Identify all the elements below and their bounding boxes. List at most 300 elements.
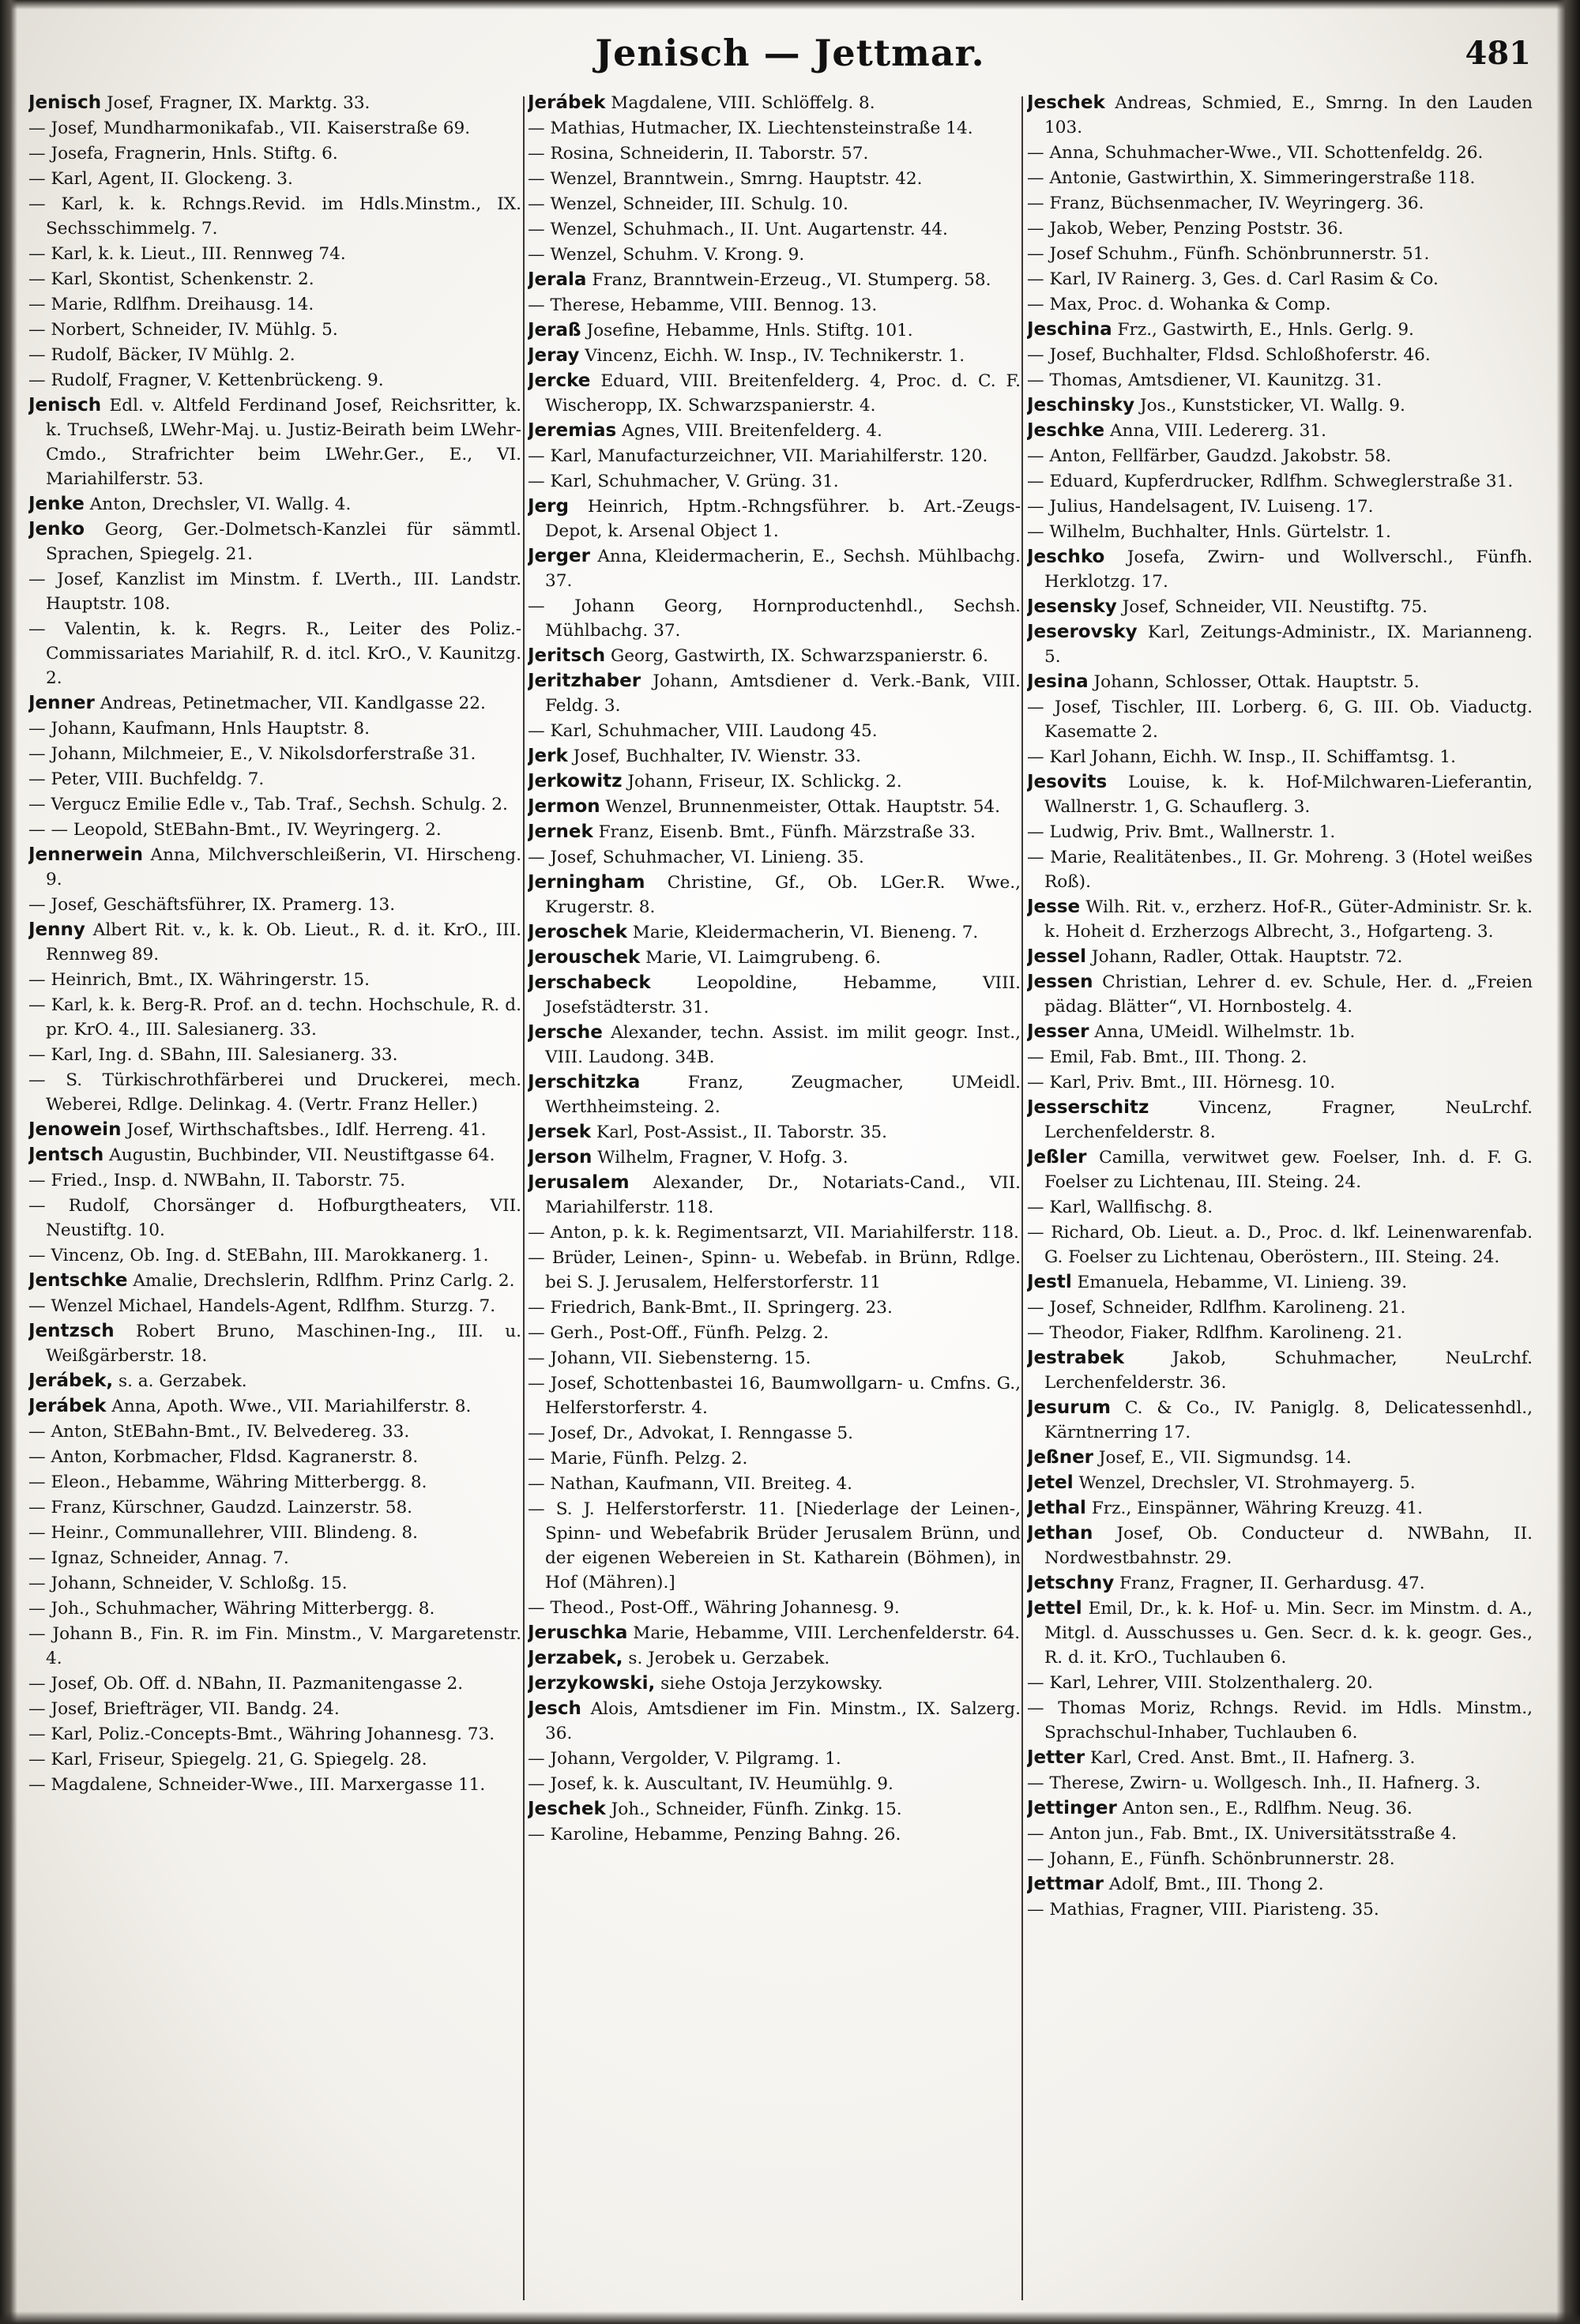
entry-details: — Anton, Korbmacher, Fldsd. Kagranerstr. 8. <box>28 1447 419 1467</box>
entry-details: Karl, Cred. Anst. Bmt., II. Hafnerg. 3. <box>1089 1748 1416 1768</box>
directory-entry <box>28 968 521 992</box>
entry-details: — Emil, Fab. Bmt., III. Thong. 2. <box>1027 1047 1307 1067</box>
entry-details: Wenzel, Drechsler, VI. Strohmayerg. 5. <box>1078 1473 1416 1493</box>
entry-surname: Jeschina <box>1027 319 1112 340</box>
directory-entry <box>28 742 521 766</box>
scan-edge-bottom <box>0 2311 1580 2324</box>
directory-entry <box>528 1697 1021 1746</box>
directory-entry <box>528 192 1021 216</box>
directory-entry <box>28 1369 521 1393</box>
entry-details: Josef, Wirthschaftsbes., Idlf. Herreng. 41. <box>126 1120 487 1140</box>
entry-details: Andreas, Schmied, E., Smrng. In den Lauden 103. <box>1044 93 1533 137</box>
entry-surname: Jentzsch <box>28 1321 115 1341</box>
entry-details: — Karl, IV Rainerg. 3, Ges. d. Carl Rasim & Co. <box>1027 269 1439 289</box>
entry-details: — Rudolf, Bäcker, IV Mühlg. 2. <box>28 345 295 365</box>
entry-surname: Jeschko <box>1027 547 1105 567</box>
directory-entry <box>528 1646 1021 1671</box>
entry-surname: Jenowein <box>28 1119 122 1140</box>
directory-entry <box>1027 242 1533 266</box>
directory-entry <box>528 719 1021 743</box>
entry-details: — Eduard, Kupferdrucker, Rdlfhm. Schweglerstraße 31. <box>1027 472 1514 491</box>
entry-details: — Johann, Milchmeier, E., V. Nikolsdorferstraße 31. <box>28 744 476 764</box>
directory-entry <box>28 716 521 741</box>
entry-details: Johann, Radler, Ottak. Hauptstr. 72. <box>1091 947 1403 967</box>
directory-entry <box>1027 393 1533 418</box>
entry-details: Leopoldine, Hebamme, VIII. Josefstädterstr. 31. <box>545 973 1021 1017</box>
directory-entry <box>1027 1020 1533 1044</box>
entry-surname: Jerg <box>528 496 569 517</box>
entry-details: — S. J. Helferstorferstr. 11. [Niederlage der Leinen-, Spinn- und Webefabrik Brüder Jerusalem Brünn, und der eigenen Webereien in St. Katharein (Böhmen), in Hof (Mähren).] <box>528 1499 1021 1593</box>
directory-column-3 <box>1027 91 1533 2311</box>
entry-surname: Jesurum <box>1027 1397 1111 1418</box>
directory-entry <box>28 393 521 491</box>
directory-entry <box>28 918 521 967</box>
entry-surname: Jeritzhaber <box>528 671 641 691</box>
entry-details: — Josef, Buchhalter, Fldsd. Schloßhoferstr. 46. <box>1027 345 1431 365</box>
entry-details: — Wenzel, Schuhm. V. Krong. 9. <box>528 245 805 265</box>
directory-entry <box>1027 895 1533 944</box>
entry-surname: Jerouschek <box>528 947 641 968</box>
entry-surname: Jeruschka <box>528 1623 628 1643</box>
entry-details: — Karl, Poliz.-Concepts-Bmt., Währing Johannesg. 73. <box>28 1724 495 1744</box>
entry-details: — Josef, Tischler, III. Lorberg. 6, G. III. Ob. Viaductg. Kasematte 2. <box>1027 698 1533 742</box>
directory-entry <box>528 845 1021 870</box>
entry-details: Christian, Lehrer d. ev. Schule, Her. d. „Freien pädag. Blätter“, VI. Hornbostelg. 4. <box>1044 972 1533 1017</box>
entry-details: — Karl, Friseur, Spiegelg. 21, G. Spiegelg. 28. <box>28 1750 427 1769</box>
directory-entry <box>528 116 1021 141</box>
entry-details: Wilhelm, Fragner, V. Hofg. 3. <box>597 1148 848 1168</box>
entry-surname: Jetter <box>1027 1747 1085 1768</box>
entry-details: — Peter, VIII. Buchfeldg. 7. <box>28 769 265 789</box>
entry-surname: Jesse <box>1027 897 1081 917</box>
entry-details: — Wenzel, Schneider, III. Schulg. 10. <box>528 194 848 214</box>
directory-entry <box>1027 845 1533 894</box>
directory-entry <box>1027 1771 1533 1796</box>
entry-details: — Marie, Fünfh. Pelzg. 2. <box>528 1449 748 1468</box>
directory-entry <box>28 818 521 842</box>
directory-entry <box>28 691 521 716</box>
directory-entry <box>528 795 1021 819</box>
entry-details: — Johann, Kaufmann, Hnls Hauptstr. 8. <box>28 719 370 739</box>
entry-surname: Jestl <box>1027 1272 1072 1292</box>
directory-entry <box>1027 595 1533 619</box>
entry-details: — Josef, Mundharmonikafab., VII. Kaiserstraße 69. <box>28 118 471 138</box>
entry-details: — Josef, Schuhmacher, VI. Linieng. 35. <box>528 848 864 867</box>
entry-surname: Jesser <box>1027 1021 1089 1042</box>
directory-entry <box>1027 1471 1533 1495</box>
directory-entry <box>1027 1571 1533 1596</box>
directory-entry <box>528 1446 1021 1471</box>
entry-details: — Karl, Manufacturzeichner, VII. Mariahilferstr. 120. <box>528 446 988 466</box>
running-header: Jenisch — Jettmar. <box>595 32 985 74</box>
directory-entry <box>28 267 521 291</box>
directory-entry <box>1027 1045 1533 1070</box>
directory-entry <box>28 368 521 393</box>
entry-details: Vincenz, Eichh. W. Insp., IV. Technikerstr. 1. <box>585 346 965 366</box>
entry-surname: Jessen <box>1027 972 1093 992</box>
directory-entry <box>528 1145 1021 1170</box>
entry-details: Frz., Einspänner, Währing Kreuzg. 41. <box>1091 1499 1424 1518</box>
directory-entry <box>1027 419 1533 443</box>
entry-details: — Ludwig, Priv. Bmt., Wallnerstr. 1. <box>1027 822 1336 842</box>
directory-entry <box>28 1672 521 1696</box>
directory-entry <box>28 343 521 367</box>
entry-details: Josefine, Hebamme, Hnls. Stiftg. 101. <box>586 321 913 340</box>
entry-details: Adolf, Bmt., III. Thong 2. <box>1108 1875 1324 1894</box>
directory-entry <box>528 1295 1021 1320</box>
entry-details: Augustin, Buchbinder, VII. Neustiftgasse 64. <box>109 1145 495 1165</box>
directory-entry <box>1027 1696 1533 1745</box>
directory-entry <box>528 444 1021 468</box>
directory-entry <box>528 644 1021 668</box>
entry-details: Franz, Fragner, II. Gerhardusg. 47. <box>1119 1574 1425 1593</box>
entry-details: Anna, Apoth. Wwe., VII. Mariahilferstr. 8. <box>111 1397 472 1416</box>
directory-entry <box>1027 166 1533 190</box>
directory-entry <box>528 369 1021 418</box>
directory-entry <box>528 344 1021 368</box>
directory-entry <box>1027 520 1533 544</box>
entry-surname: Jesovits <box>1027 772 1108 792</box>
entry-surname: Jeray <box>528 345 580 366</box>
directory-entry <box>1027 1496 1533 1521</box>
directory-entry <box>28 242 521 266</box>
entry-surname: Jesserschitz <box>1027 1097 1149 1118</box>
entry-surname: Jentsch <box>28 1145 104 1165</box>
directory-entry <box>28 843 521 892</box>
directory-entry <box>1027 620 1533 669</box>
entry-details: — Mathias, Hutmacher, IX. Liechtensteinstraße 14. <box>528 118 973 138</box>
directory-entry <box>528 167 1021 191</box>
directory-entry <box>28 318 521 342</box>
entry-details: Johann, Schlosser, Ottak. Hauptstr. 5. <box>1093 672 1420 692</box>
directory-entry <box>1027 695 1533 744</box>
entry-details: — Johann Georg, Hornproductenhdl., Sechsh. Mühlbachg. 37. <box>528 596 1021 641</box>
entry-details: — Fried., Insp. d. NWBahn, II. Taborstr. 75. <box>28 1171 406 1190</box>
directory-entry <box>1027 770 1533 819</box>
entry-surname: Jethal <box>1027 1498 1086 1518</box>
entry-surname: Jermon <box>528 796 600 817</box>
directory-entry <box>528 1070 1021 1119</box>
entry-details: Robert Bruno, Maschinen-Ing., III. u. Weißgärberstr. 18. <box>46 1322 521 1366</box>
entry-details: Johann, Friseur, IX. Schlickg. 2. <box>627 772 902 792</box>
directory-entry <box>28 1043 521 1067</box>
entry-surname: Jettel <box>1027 1598 1082 1619</box>
entry-details: Edl. v. Altfeld Ferdinand Josef, Reichsritter, k. k. Truchseß, LWehr-Maj. u. Justiz-Beirath beim LWehr-Cmdo., Strafrichter beim LWehr.Ger., E., VI. Mariahilferstr. 53. <box>46 396 521 489</box>
entry-surname: Jestrabek <box>1027 1348 1125 1368</box>
entry-surname: Jeserovsky <box>1027 622 1138 642</box>
entry-details: Jakob, Schuhmacher, NeuLrchf. Lerchenfelderstr. 36. <box>1044 1348 1533 1393</box>
directory-entry <box>528 1497 1021 1595</box>
directory-entry <box>528 594 1021 643</box>
entry-details: — Franz, Büchsenmacher, IV. Weyringerg. 36. <box>1027 194 1424 213</box>
directory-entry <box>28 1294 521 1318</box>
entry-details: Georg, Gastwirth, IX. Schwarzspanierstr. 6. <box>610 646 988 666</box>
entry-surname: Jerzabek, <box>528 1648 623 1668</box>
directory-entry <box>28 1068 521 1117</box>
entry-surname: Jeschinsky <box>1027 395 1135 416</box>
entry-surname: Jeschek <box>1027 92 1105 113</box>
directory-entry <box>28 1622 521 1671</box>
entry-details: Albert Rit. v., k. k. Ob. Lieut., R. d. it. KrO., III. Rennweg 89. <box>46 920 521 965</box>
entry-details: — Josef, Schneider, Rdlfhm. Karolineng. 21. <box>1027 1298 1406 1318</box>
entry-details: — Josef, Geschäftsführer, IX. Pramerg. 13. <box>28 895 396 915</box>
directory-entry <box>528 217 1021 242</box>
entry-details: — Josefa, Fragnerin, Hnls. Stiftg. 6. <box>28 144 338 164</box>
directory-entry <box>28 1571 521 1596</box>
entry-surname: Jerusalem <box>528 1172 630 1193</box>
directory-entry <box>528 1472 1021 1496</box>
directory-entry <box>1027 1822 1533 1846</box>
entry-surname: Jeschke <box>1027 420 1105 441</box>
entry-surname: Jerson <box>528 1147 592 1168</box>
entry-details: s. Jerobek u. Gerzabek. <box>628 1649 830 1668</box>
directory-entry <box>1027 267 1533 291</box>
directory-entry <box>528 1171 1021 1220</box>
entry-details: — Josef, Kanzlist im Minstm. f. LVerth., III. Landstr. Hauptstr. 108. <box>28 570 521 614</box>
entry-surname: Jernek <box>528 822 593 842</box>
directory-entry <box>28 1722 521 1747</box>
directory-entry <box>528 1321 1021 1345</box>
directory-entry <box>1027 970 1533 1019</box>
entry-surname: Jeritsch <box>528 645 606 666</box>
entry-details: — Anton, p. k. k. Regimentsarzt, VII. Mariahilferstr. 118. <box>528 1223 1019 1243</box>
entry-details: — Vincenz, Ob. Ing. d. StEBahn, III. Marokkanerg. 1. <box>28 1246 489 1265</box>
entry-details: — Anton jun., Fab. Bmt., IX. Universitätsstraße 4. <box>1027 1824 1457 1844</box>
entry-details: — Karl, Schuhmacher, VIII. Laudong 45. <box>528 721 878 741</box>
entry-surname: Jeroschek <box>528 922 627 942</box>
entry-details: Karl, Zeitungs-Administr., IX. Marianneng. 5. <box>1044 622 1533 667</box>
entry-surname: Jettinger <box>1027 1798 1117 1818</box>
entry-surname: Jerábek <box>528 92 606 113</box>
entry-details: Agnes, VIII. Breitenfelderg. 4. <box>622 421 882 441</box>
directory-entry <box>528 1120 1021 1145</box>
entry-details: — Gerh., Post-Off., Fünfh. Pelzg. 2. <box>528 1323 830 1343</box>
directory-entry <box>1027 1897 1533 1922</box>
entry-details: — Thomas Moriz, Rchngs. Revid. im Hdls. Minstm., Sprachschul-Inhaber, Tuchlauben 6. <box>1027 1698 1533 1743</box>
directory-entry <box>528 1621 1021 1645</box>
entry-details: Alexander, Dr., Notariats-Cand., VII. Mariahilferstr. 118. <box>545 1173 1021 1217</box>
scan-edge-right <box>1556 0 1580 2324</box>
directory-entry <box>528 243 1021 267</box>
directory-entry <box>528 744 1021 769</box>
entry-details: — Josef, Briefträger, VII. Bandg. 24. <box>28 1699 340 1719</box>
entry-details: — Karl, Lehrer, VIII. Stolzenthalerg. 20. <box>1027 1673 1373 1693</box>
directory-entry <box>28 893 521 917</box>
directory-entry <box>1027 368 1533 393</box>
directory-entry <box>28 993 521 1042</box>
entry-details: Anna, UMeidl. Wilhelmstr. 1b. <box>1094 1022 1356 1042</box>
directory-entry <box>528 669 1021 718</box>
entry-details: — Anna, Schuhmacher-Wwe., VII. Schottenfeldg. 26. <box>1027 143 1484 163</box>
entry-details: Josef, Schneider, VII. Neustiftg. 75. <box>1122 597 1428 617</box>
entry-details: — Antonie, Gastwirthin, X. Simmeringerstraße 118. <box>1027 168 1476 188</box>
directory-entry <box>528 1797 1021 1822</box>
entry-surname: Jesina <box>1027 671 1089 692</box>
directory-entry <box>1027 444 1533 468</box>
entry-surname: Jerk <box>528 746 568 766</box>
directory-entry <box>28 141 521 166</box>
directory-entry <box>28 1773 521 1797</box>
entry-details: — Karl, Priv. Bmt., III. Hörnesg. 10. <box>1027 1073 1336 1092</box>
entry-details: Frz., Gastwirth, E., Hnls. Gerlg. 9. <box>1117 320 1414 340</box>
directory-entry <box>528 544 1021 593</box>
directory-entry <box>1027 292 1533 317</box>
entry-surname: Jeßner <box>1027 1447 1094 1468</box>
entry-details: Anna, Kleidermacherin, E., Sechsh. Mühlbachg. 37. <box>545 547 1021 591</box>
entry-details: — Wenzel Michael, Handels-Agent, Rdlfhm. Sturzg. 7. <box>28 1296 496 1316</box>
entry-details: — Heinr., Communallehrer, VIII. Blindeng. 8. <box>28 1523 419 1543</box>
entry-surname: Jerala <box>528 269 587 290</box>
directory-entry <box>28 1521 521 1545</box>
entry-details: — Karl, Ing. d. SBahn, III. Salesianerg. 33. <box>28 1045 398 1065</box>
directory-entry <box>28 1445 521 1469</box>
entry-details: — Johann B., Fin. R. im Fin. Minstm., V. Margaretenstr. 4. <box>28 1624 521 1668</box>
entry-surname: Jentschke <box>28 1270 128 1291</box>
directory-entry <box>1027 1070 1533 1095</box>
entry-details: — Johann, Schneider, V. Schloßg. 15. <box>28 1574 348 1593</box>
entry-details: — Karl, Schuhmacher, V. Grüng. 31. <box>528 472 839 491</box>
directory-entry <box>1027 1671 1533 1695</box>
directory-entry <box>1027 1270 1533 1295</box>
entry-details: Marie, VI. Laimgrubeng. 6. <box>645 948 882 968</box>
directory-entry <box>28 1596 521 1621</box>
directory-entry <box>1027 1145 1533 1194</box>
directory-entry <box>528 1021 1021 1070</box>
entry-details: Andreas, Petinetmacher, VII. Kandlgasse 22. <box>100 694 486 713</box>
directory-entry <box>1027 216 1533 241</box>
entry-details: — Marie, Realitätenbes., II. Gr. Mohreng. 3 (Hotel weißes Roß). <box>1027 848 1533 892</box>
entry-details: — Heinrich, Bmt., IX. Währingerstr. 15. <box>28 970 371 990</box>
entry-details: Emil, Dr., k. k. Hof- u. Min. Secr. im Minstm. d. A., Mitgl. d. Ausschusses u. Gen. Secr. d. k. k. geogr. Ges., R. d. it. KrO., Tuchlauben 6. <box>1044 1599 1533 1668</box>
directory-entry <box>528 1220 1021 1245</box>
directory-entry <box>1027 1346 1533 1395</box>
directory-entry <box>1027 191 1533 216</box>
entry-surname: Jerzykowski, <box>528 1673 656 1694</box>
directory-entry <box>528 419 1021 443</box>
entry-surname: Jesensky <box>1027 596 1117 617</box>
entry-details: Anton sen., E., Rdlfhm. Neug. 36. <box>1122 1799 1413 1818</box>
directory-entry <box>1027 141 1533 165</box>
entry-details: Josef, Fragner, IX. Marktg. 33. <box>107 93 371 113</box>
directory-entry <box>528 91 1021 115</box>
entry-surname: Jeraß <box>528 320 581 340</box>
entry-details: — Wilhelm, Buchhalter, Hnls. Gürtelstr. 1. <box>1027 522 1391 542</box>
directory-entry <box>28 1143 521 1168</box>
directory-entry <box>28 792 521 817</box>
entry-details: Magdalene, VIII. Schlöffelg. 8. <box>611 93 875 113</box>
directory-entry <box>1027 545 1533 594</box>
entry-details: — Rudolf, Fragner, V. Kettenbrückeng. 9. <box>28 370 384 390</box>
entry-details: siehe Ostoja Jerzykowsky. <box>660 1674 883 1694</box>
directory-entry <box>28 1747 521 1772</box>
entry-details: Marie, Kleidermacherin, VI. Bieneng. 7. <box>632 923 979 942</box>
directory-column-2 <box>528 91 1021 2311</box>
directory-entry <box>1027 1321 1533 1345</box>
directory-entry <box>1027 1096 1533 1145</box>
entry-details: Johann, Amtsdiener d. Verk.-Bank, VIII. Feldg. 3. <box>545 671 1021 716</box>
directory-entry <box>528 871 1021 919</box>
directory-entry <box>528 1822 1021 1847</box>
entry-details: — Therese, Zwirn- u. Wollgesch. Inh., II. Hafnerg. 3. <box>1027 1773 1481 1793</box>
entry-details: — Max, Proc. d. Wohanka & Comp. <box>1027 295 1331 314</box>
column-rule-1 <box>523 96 525 2300</box>
directory-entry <box>528 1246 1021 1295</box>
entry-details: — Nathan, Kaufmann, VII. Breiteg. 4. <box>528 1474 852 1494</box>
entry-details: — Johann, VII. Siebensterng. 15. <box>528 1348 811 1368</box>
entry-details: Alexander, techn. Assist. im milit geogr. Inst., VIII. Laudong. 34B. <box>545 1023 1021 1067</box>
entry-details: — Karl, k. k. Berg-R. Prof. an d. techn. Hochschule, R. d. pr. KrO. 4., III. Salesianerg. 33. <box>28 995 521 1040</box>
directory-entry <box>1027 1195 1533 1220</box>
directory-entry <box>28 292 521 317</box>
directory-entry <box>1027 1746 1533 1770</box>
directory-entry <box>28 116 521 141</box>
directory-entry <box>528 1371 1021 1420</box>
directory-entry <box>1027 1521 1533 1570</box>
entry-details: — Anton, Fellfärber, Gaudzd. Jakobstr. 58. <box>1027 446 1392 466</box>
directory-entry <box>1027 343 1533 367</box>
entry-details: Josef, E., VII. Sigmundsg. 14. <box>1098 1448 1352 1468</box>
entry-surname: Jerábek <box>28 1396 107 1416</box>
directory-entry <box>1027 1872 1533 1897</box>
entry-surname: Jerningham <box>528 872 645 893</box>
directory-entry <box>528 1747 1021 1771</box>
entry-details: Louise, k. k. Hof-Milchwaren-Lieferantin, Wallnerstr. 1, G. Schauflerg. 3. <box>1044 773 1533 817</box>
directory-entry <box>1027 1596 1533 1670</box>
directory-entry <box>528 1596 1021 1620</box>
directory-entry <box>28 1394 521 1419</box>
entry-details: — Magdalene, Schneider-Wwe., III. Marxergasse 11. <box>28 1775 486 1795</box>
entry-details: Franz, Eisenb. Bmt., Fünfh. Märzstraße 33. <box>598 822 976 842</box>
entry-surname: Jetschny <box>1027 1573 1115 1593</box>
entry-surname: Jeschek <box>528 1799 606 1819</box>
directory-entry <box>28 91 521 115</box>
directory-entry <box>1027 469 1533 494</box>
directory-entry <box>28 1194 521 1243</box>
directory-entry <box>1027 91 1533 140</box>
directory-entry <box>28 767 521 792</box>
directory-entry <box>1027 1796 1533 1821</box>
entry-details: — Jakob, Weber, Penzing Poststr. 36. <box>1027 219 1344 239</box>
entry-details: — Johann, E., Fünfh. Schönbrunnerstr. 28. <box>1027 1849 1395 1869</box>
entry-details: — Mathias, Fragner, VIII. Piaristeng. 35. <box>1027 1900 1379 1920</box>
entry-details: Marie, Hebamme, VIII. Lerchenfelderstr. 64. <box>633 1623 1021 1643</box>
entry-details: — Josef, k. k. Auscultant, IV. Heumühlg. 9. <box>528 1774 893 1794</box>
entry-details: s. a. Gerzabek. <box>118 1371 247 1391</box>
entry-details: C. & Co., IV. Paniglg. 8, Delicatessenhdl., Kärntnerring 17. <box>1044 1398 1533 1442</box>
entry-details: Amalie, Drechslerin, Rdlfhm. Prinz Carlg. 2. <box>133 1271 515 1291</box>
entry-surname: Jerschabeck <box>528 972 651 993</box>
entry-surname: Jerschitzka <box>528 1072 641 1092</box>
entry-surname: Jessel <box>1027 946 1087 967</box>
entry-details: — Karl Johann, Eichh. W. Insp., II. Schiffamtsg. 1. <box>1027 747 1457 767</box>
directory-entry <box>528 971 1021 1020</box>
directory-entry <box>28 1495 521 1520</box>
entry-surname: Jenke <box>28 494 85 514</box>
entry-details: — S. Türkischrothfärberei und Druckerei, mech. Weberei, Rdlge. Delinkag. 4. (Vertr. Franz Heller.) <box>28 1070 521 1115</box>
entry-details: — Anton, StEBahn-Bmt., IV. Belvedereg. 33. <box>28 1422 410 1442</box>
directory-entry <box>1027 318 1533 342</box>
entry-details: — Josef, Dr., Advokat, I. Renngasse 5. <box>528 1423 853 1443</box>
directory-entry <box>28 1168 521 1193</box>
directory-entry <box>28 1470 521 1495</box>
entry-details: Josef, Buchhalter, IV. Wienstr. 33. <box>573 746 862 766</box>
entry-surname: Jeremias <box>528 420 617 441</box>
directory-entry <box>528 1421 1021 1446</box>
entry-details: — Wenzel, Schuhmach., II. Unt. Augartenstr. 44. <box>528 220 948 239</box>
entry-details: Wenzel, Brunnenmeister, Ottak. Hauptstr. 54. <box>605 797 1001 817</box>
directory-entry <box>1027 670 1533 694</box>
entry-details: — Valentin, k. k. Regrs. R., Leiter des Poliz.-Commissariates Mariahilf, R. d. itcl. KrO., V. Kaunitzg. 2. <box>28 619 521 688</box>
